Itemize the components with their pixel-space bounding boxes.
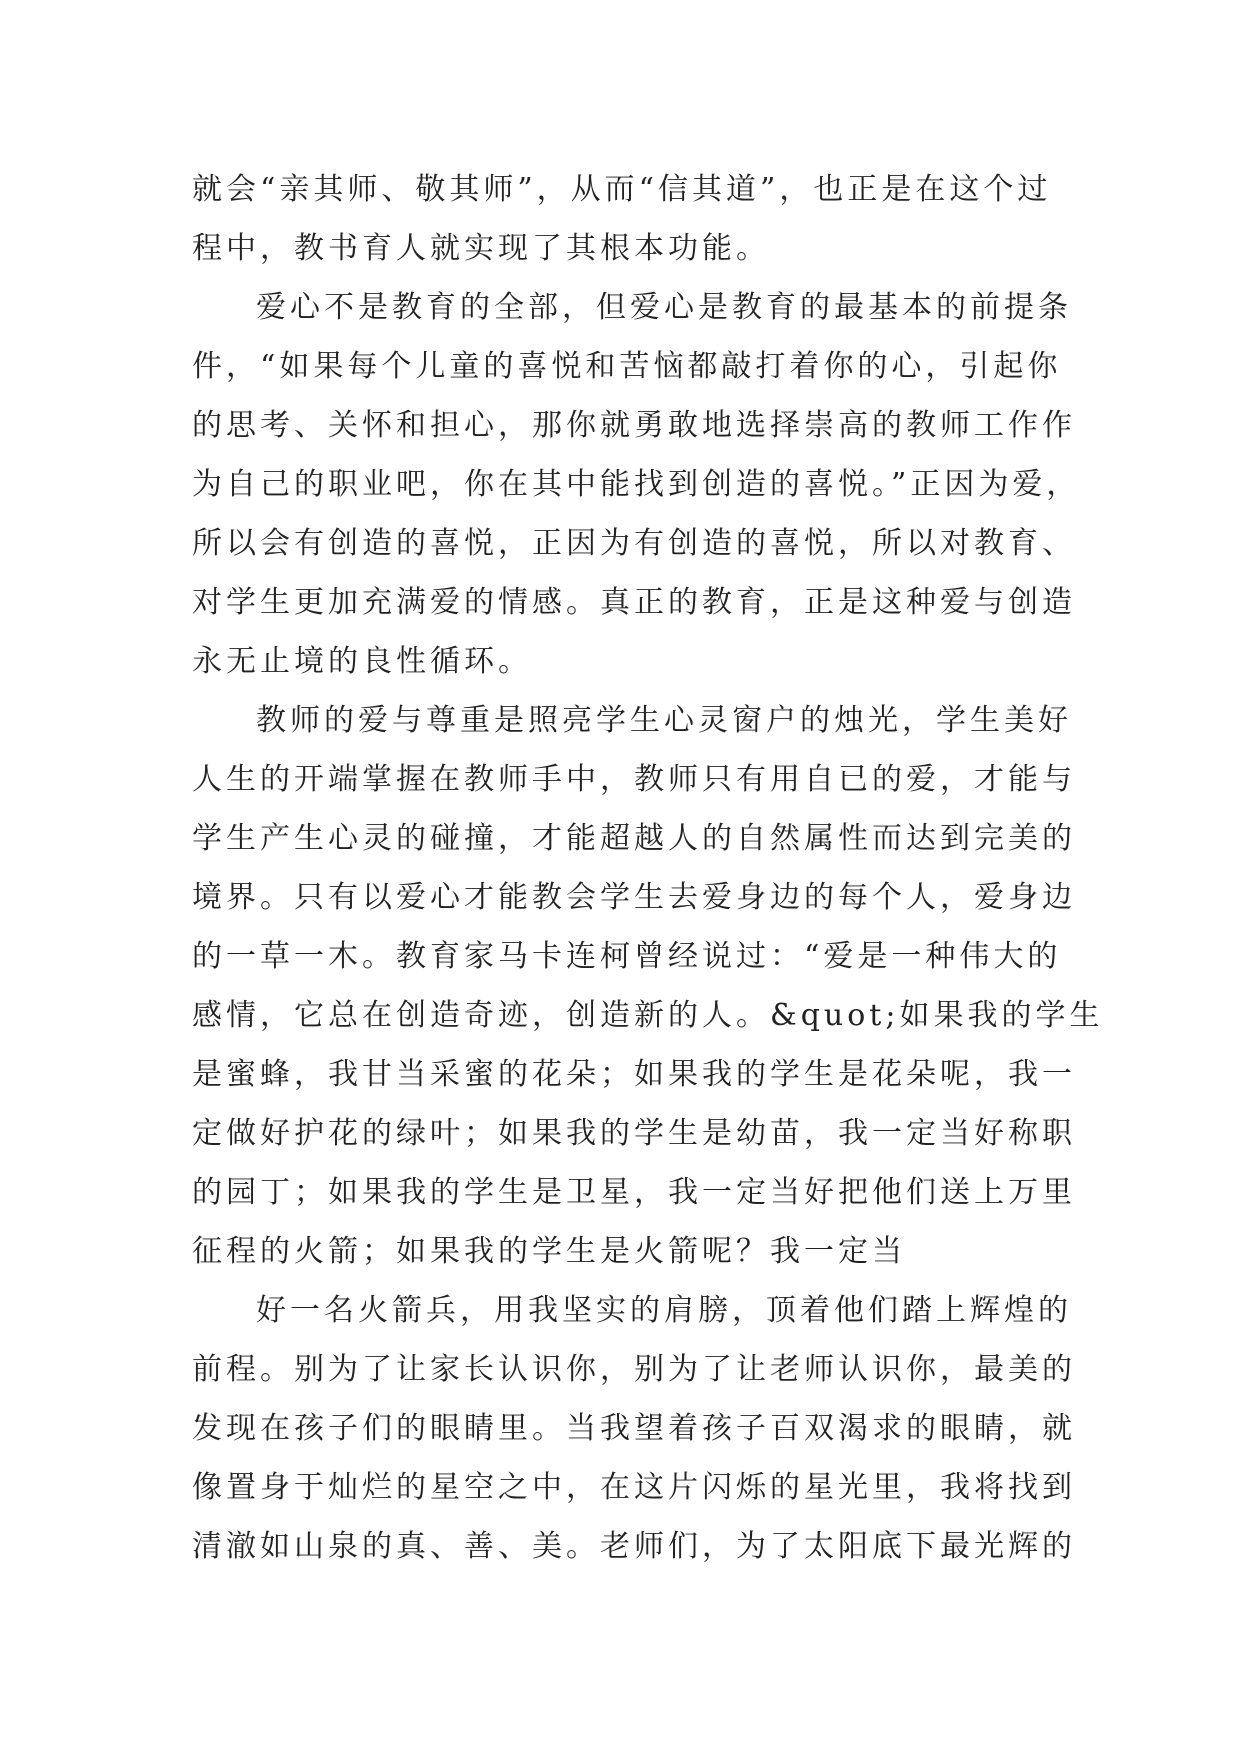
text-line: 清澈如山泉的真、善、美。老师们，为了太阳底下最光辉的 — [192, 1529, 1076, 1564]
document-body — [192, 160, 1104, 1576]
text-line: 定做好护花的绿叶；如果我的学生是幼苗，我一定当好称职 — [192, 1116, 1076, 1151]
text-line: 的思考、关怀和担心，那你就勇敢地选择崇高的教师工作作 — [192, 408, 1076, 443]
text-line: 是蜜蜂，我甘当采蜜的花朵；如果我的学生是花朵呢，我一 — [192, 1057, 1076, 1092]
text-line: 教师的爱与尊重是照亮学生心灵窗户的烛光，学生美好 — [256, 703, 1072, 738]
text-line: 征程的火箭；如果我的学生是火箭呢？我一定当 — [192, 1234, 906, 1269]
text-line: 像置身于灿烂的星空之中，在这片闪烁的星光里，我将找到 — [192, 1470, 1076, 1505]
text-line: 爱心不是教育的全部，但爱心是教育的最基本的前提条 — [256, 290, 1072, 325]
text-line: 感情，它总在创造奇迹，创造新的人。&quot;如果我的学生 — [192, 998, 1104, 1033]
text-line: 境界。只有以爱心才能教会学生去爱身边的每个人，爱身边 — [192, 880, 1076, 915]
text-line: 件，“如果每个儿童的喜悦和苦恼都敲打着你的心，引起你 — [192, 349, 1062, 384]
text-line: 人生的开端掌握在教师手中，教师只有用自已的爱，才能与 — [192, 762, 1076, 797]
text-line: 前程。别为了让家长认识你，别为了让老师认识你，最美的 — [192, 1352, 1076, 1387]
text-line: 的一草一木。教育家马卡连柯曾经说过：“爱是一种伟大的 — [192, 939, 1062, 974]
text-line: 好一名火箭兵，用我坚实的肩膀，顶着他们踏上辉煌的 — [256, 1293, 1072, 1328]
text-line: 学生产生心灵的碰撞，才能超越人的自然属性而达到完美的 — [192, 821, 1076, 856]
text-line: 永无止境的良性循环。 — [192, 644, 532, 679]
text-line: 发现在孩子们的眼睛里。当我望着孩子百双渴求的眼睛，就 — [192, 1411, 1076, 1446]
text-line: 为自己的职业吧，你在其中能找到创造的喜悦。”正因为爱， — [192, 467, 1081, 502]
text-line: 程中，教书育人就实现了其根本功能。 — [192, 231, 770, 266]
text-line: 所以会有创造的喜悦，正因为有创造的喜悦，所以对教育、 — [192, 526, 1076, 561]
text-line: 的园丁；如果我的学生是卫星，我一定当好把他们送上万里 — [192, 1175, 1076, 1210]
text-line: 对学生更加充满爱的情感。真正的教育，正是这种爱与创造 — [192, 585, 1076, 620]
text-line: 就会“亲其师、敬其师”，从而“信其道”，也正是在这个过 — [192, 172, 1052, 207]
